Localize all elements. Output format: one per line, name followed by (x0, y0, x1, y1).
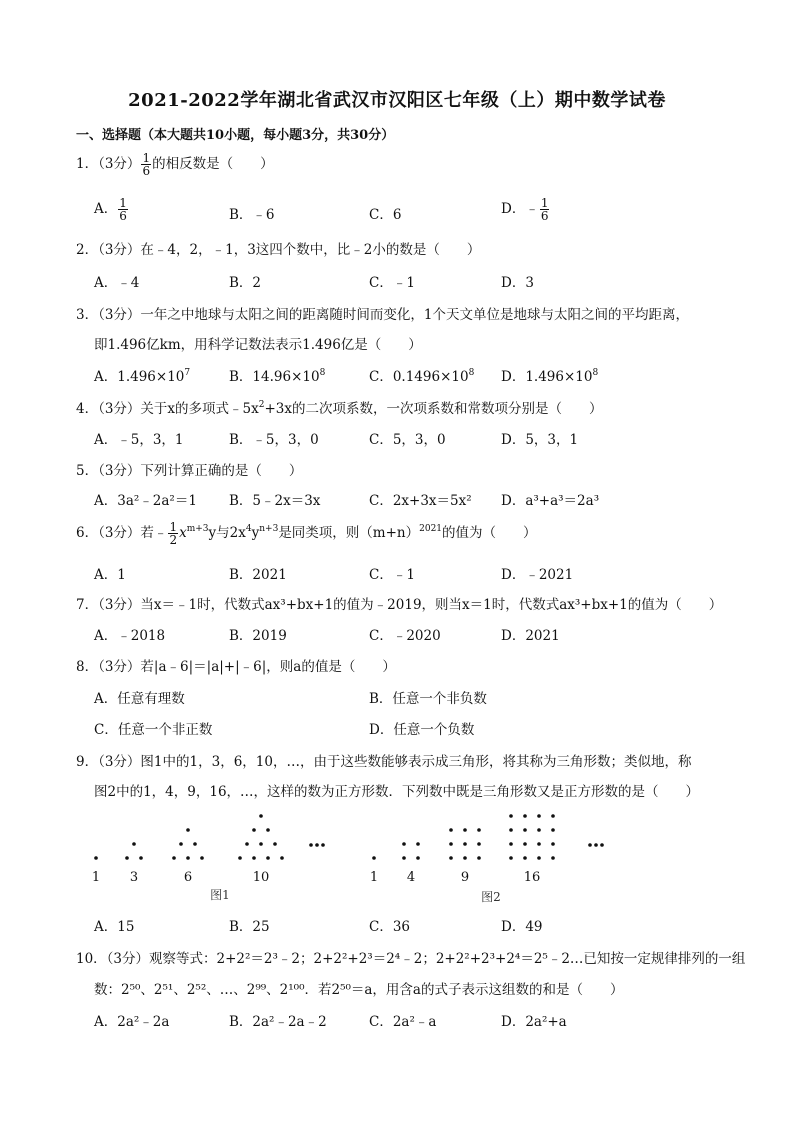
page-title: 2021-2022学年湖北省武汉市汉阳区七年级（上）期中数学试卷 (128, 90, 666, 111)
question-3-line-1: 3．（3分）一年之中地球与太阳之间的距离随时间而变化，1个天文单位是地球与太阳之间的平均距离， (76, 307, 690, 323)
square-dot (551, 856, 555, 860)
ellipsis-dot (600, 843, 604, 847)
q9-option-b[interactable]: B．25 (229, 919, 270, 935)
triangle-dot (125, 856, 129, 860)
question-3-line-2: 即1.496亿km，用科学记数法表示1.496亿是（ ） (94, 337, 422, 353)
q1-a-num: 1 (119, 196, 127, 210)
q1-a-den: 6 (119, 209, 127, 223)
q2-option-d[interactable]: D．3 (501, 275, 534, 291)
fig2-label: 1 (369, 870, 379, 885)
triangle-dot (280, 856, 284, 860)
q6-option-b[interactable]: B．2021 (229, 567, 287, 583)
ellipsis-dot (321, 843, 325, 847)
q5-option-a[interactable]: A．3a²﹣2a²＝1 (94, 493, 197, 509)
q8-option-d[interactable]: D．任意一个负数 (369, 722, 475, 738)
q1-d-den: 6 (540, 209, 549, 223)
q6-option-c[interactable]: C．﹣1 (369, 567, 415, 583)
square-dot (509, 856, 513, 860)
q3-d-exp: 8 (592, 368, 599, 378)
q1-suffix: 的相反数是（ ） (152, 156, 274, 172)
triangle-dot (259, 814, 263, 818)
triangle-dot (252, 856, 256, 860)
q6-mid3: y (251, 525, 260, 541)
q6-mid2: y与2x (208, 525, 246, 541)
q7-option-c[interactable]: C．﹣2020 (369, 628, 441, 644)
q5-option-c[interactable]: C．2x+3x＝5x² (369, 493, 472, 509)
triangle-dot (252, 828, 256, 832)
ellipsis-dot (588, 843, 592, 847)
triangle-dot (94, 856, 98, 860)
ellipsis-dot (594, 843, 598, 847)
triangle-dot (273, 842, 277, 846)
q4-option-d[interactable]: D．5，3，1 (501, 432, 579, 448)
triangle-dot (179, 842, 183, 846)
q6-x: x (179, 525, 187, 541)
square-dot (449, 842, 453, 846)
square-dot (537, 828, 541, 832)
q6-exp4: 2021 (419, 524, 443, 534)
q7-option-b[interactable]: B．2019 (229, 628, 287, 644)
figure-2-square-numbers (372, 814, 604, 860)
figure-labels (92, 870, 540, 904)
q8-option-c[interactable]: C．任意一个非正数 (94, 722, 213, 738)
triangle-dot (186, 856, 190, 860)
square-dot (463, 842, 467, 846)
q7-option-d[interactable]: D．2021 (501, 628, 560, 644)
q3-b-text: B．14.96×10 (229, 369, 320, 385)
q3-c-exp: 8 (468, 368, 475, 378)
square-dot (477, 856, 481, 860)
q6-suffix: 是同类项，则（m+n） (278, 525, 420, 541)
question-10-line-1: 10．（3分）观察等式：2+2²＝2³﹣2；2+2²+2³＝2⁴﹣2；2+2²+2³+2⁴＝2⁵﹣2…已知按一定规律排列的一组 (76, 951, 746, 967)
triangle-dot (132, 842, 136, 846)
triangle-dot (193, 842, 197, 846)
q6-exp2: 4 (245, 524, 252, 534)
square-dot (416, 842, 420, 846)
square-dot (551, 842, 555, 846)
square-dot (551, 814, 555, 818)
q6-exp3: n+3 (259, 524, 279, 534)
q10-option-d[interactable]: D．2a²+a (501, 1014, 567, 1030)
fig2-label: 9 (460, 870, 470, 885)
square-dot (477, 828, 481, 832)
figure-2-caption: 图2 (481, 890, 501, 904)
question-7: 7．（3分）当x＝﹣1时，代数式ax³+bx+1的值为﹣2019，则当x＝1时，代数式ax³+bx+1的值为（ ） (76, 597, 723, 613)
ellipsis-dot (315, 843, 319, 847)
triangle-dot (172, 856, 176, 860)
triangle-dot (200, 856, 204, 860)
square-dot (509, 814, 513, 818)
fig1-label: 6 (183, 870, 193, 885)
square-dot (537, 814, 541, 818)
q2-option-b[interactable]: B．2 (229, 275, 262, 291)
q1-d-num: 1 (540, 196, 549, 210)
square-dot (372, 856, 376, 860)
square-dot (537, 856, 541, 860)
question-8: 8．（3分）若|a﹣6|＝|a|+|﹣6|，则a的值是（ ） (76, 659, 396, 675)
triangle-dot (139, 856, 143, 860)
q2-option-a[interactable]: A．﹣4 (94, 275, 140, 291)
q9-option-d[interactable]: D．49 (501, 919, 543, 935)
fig1-label: 1 (91, 870, 101, 885)
question-2: 2．（3分）在﹣4，2，﹣1，3这四个数中，比﹣2小的数是（ ） (76, 242, 481, 258)
q4-exp: 2 (258, 400, 265, 410)
q8-option-a[interactable]: A．任意有理数 (94, 691, 185, 707)
q5-option-b[interactable]: B．5﹣2x＝3x (229, 493, 321, 509)
q6-end: 的值为（ ） (442, 525, 537, 541)
q7-option-a[interactable]: A．﹣2018 (94, 628, 166, 644)
fig1-label: 3 (129, 870, 139, 885)
q6-option-a[interactable]: A．1 (94, 567, 126, 583)
triangle-dot (186, 828, 190, 832)
q10-option-a[interactable]: A．2a²﹣2a (94, 1014, 170, 1030)
q2-option-c[interactable]: C．﹣1 (369, 275, 415, 291)
square-dot (551, 828, 555, 832)
q3-a-text: A．1.496×10 (94, 369, 185, 385)
triangle-dot (266, 828, 270, 832)
question-10-line-2: 数：2⁵⁰、2⁵¹、2⁵²、…、2⁹⁹、2¹⁰⁰．若2⁵⁰＝a，用含a的式子表示这组数的和是（ ） (94, 982, 624, 998)
square-dot (402, 856, 406, 860)
q1-frac-den: 6 (142, 164, 151, 178)
q4-option-b[interactable]: B．﹣5，3，0 (229, 432, 319, 448)
square-dot (416, 856, 420, 860)
q6-exp1: m+3 (186, 524, 209, 534)
question-9-line-2: 图2中的1，4，9，16，…，这样的数为正方形数．下列数中既是三角形数又是正方形数的是（ ） (94, 784, 700, 800)
square-dot (463, 856, 467, 860)
triangle-dot (238, 856, 242, 860)
square-dot (463, 828, 467, 832)
q1-prefix: 1．（3分） (76, 156, 141, 172)
triangle-dot (259, 842, 263, 846)
q1-frac-num: 1 (142, 151, 151, 165)
square-dot (477, 842, 481, 846)
q6-frac-den: 2 (169, 533, 178, 547)
fig2-label: 4 (406, 870, 416, 885)
q4-text-a: 4．（3分）关于x的多项式﹣5x (76, 401, 259, 417)
square-dot (509, 828, 513, 832)
q9-option-a[interactable]: A．15 (94, 919, 135, 935)
triangle-dot (245, 842, 249, 846)
fig1-label: 10 (252, 870, 270, 885)
q3-d-text: D．1.496×10 (501, 369, 593, 385)
square-dot (537, 842, 541, 846)
square-dot (449, 856, 453, 860)
q5-option-d[interactable]: D．a³+a³＝2a³ (501, 493, 600, 509)
triangle-dot (266, 856, 270, 860)
fig2-label: 16 (523, 870, 541, 885)
q4-text-b: +3x的二次项系数，一次项系数和常数项分别是（ ） (264, 401, 603, 417)
q3-a-exp: 7 (184, 368, 191, 378)
square-dot (449, 828, 453, 832)
q1-option-c[interactable]: C．6 (369, 207, 402, 223)
q6-prefix: 6．（3分）若﹣ (76, 525, 168, 541)
square-dot (509, 842, 513, 846)
q4-option-a[interactable]: A．﹣5，3，1 (94, 432, 184, 448)
question-9-line-1: 9．（3分）图1中的1，3，6，10，…，由于这些数能够表示成三角形，将其称为三角形数；类似地，称 (76, 754, 692, 770)
q4-option-c[interactable]: C．5，3，0 (369, 432, 446, 448)
square-dot (523, 856, 527, 860)
square-dot (402, 842, 406, 846)
q10-option-c[interactable]: C．2a²﹣a (369, 1014, 437, 1030)
square-dot (523, 814, 527, 818)
square-dot (523, 842, 527, 846)
square-dot (523, 828, 527, 832)
q1-option-b[interactable]: B．﹣6 (229, 207, 275, 223)
q6-option-d[interactable]: D．﹣2021 (501, 567, 574, 583)
question-5: 5．（3分）下列计算正确的是（ ） (76, 463, 303, 479)
q9-option-c[interactable]: C．36 (369, 919, 411, 935)
q10-option-b[interactable]: B．2a²﹣2a﹣2 (229, 1014, 327, 1030)
q3-c-text: C．0.1496×10 (369, 369, 469, 385)
q3-b-exp: 8 (319, 368, 326, 378)
section-heading: 一、选择题（本大题共10小题，每小题3分，共30分） (76, 128, 395, 143)
figure-1-caption: 图1 (210, 888, 230, 902)
figure-1-triangle-numbers (94, 814, 325, 860)
q6-frac-num: 1 (169, 520, 178, 534)
q8-option-b[interactable]: B．任意一个非负数 (369, 691, 487, 707)
q1-d-label: D．﹣ (501, 201, 539, 217)
q1-a-label: A． (94, 201, 118, 217)
ellipsis-dot (309, 843, 313, 847)
